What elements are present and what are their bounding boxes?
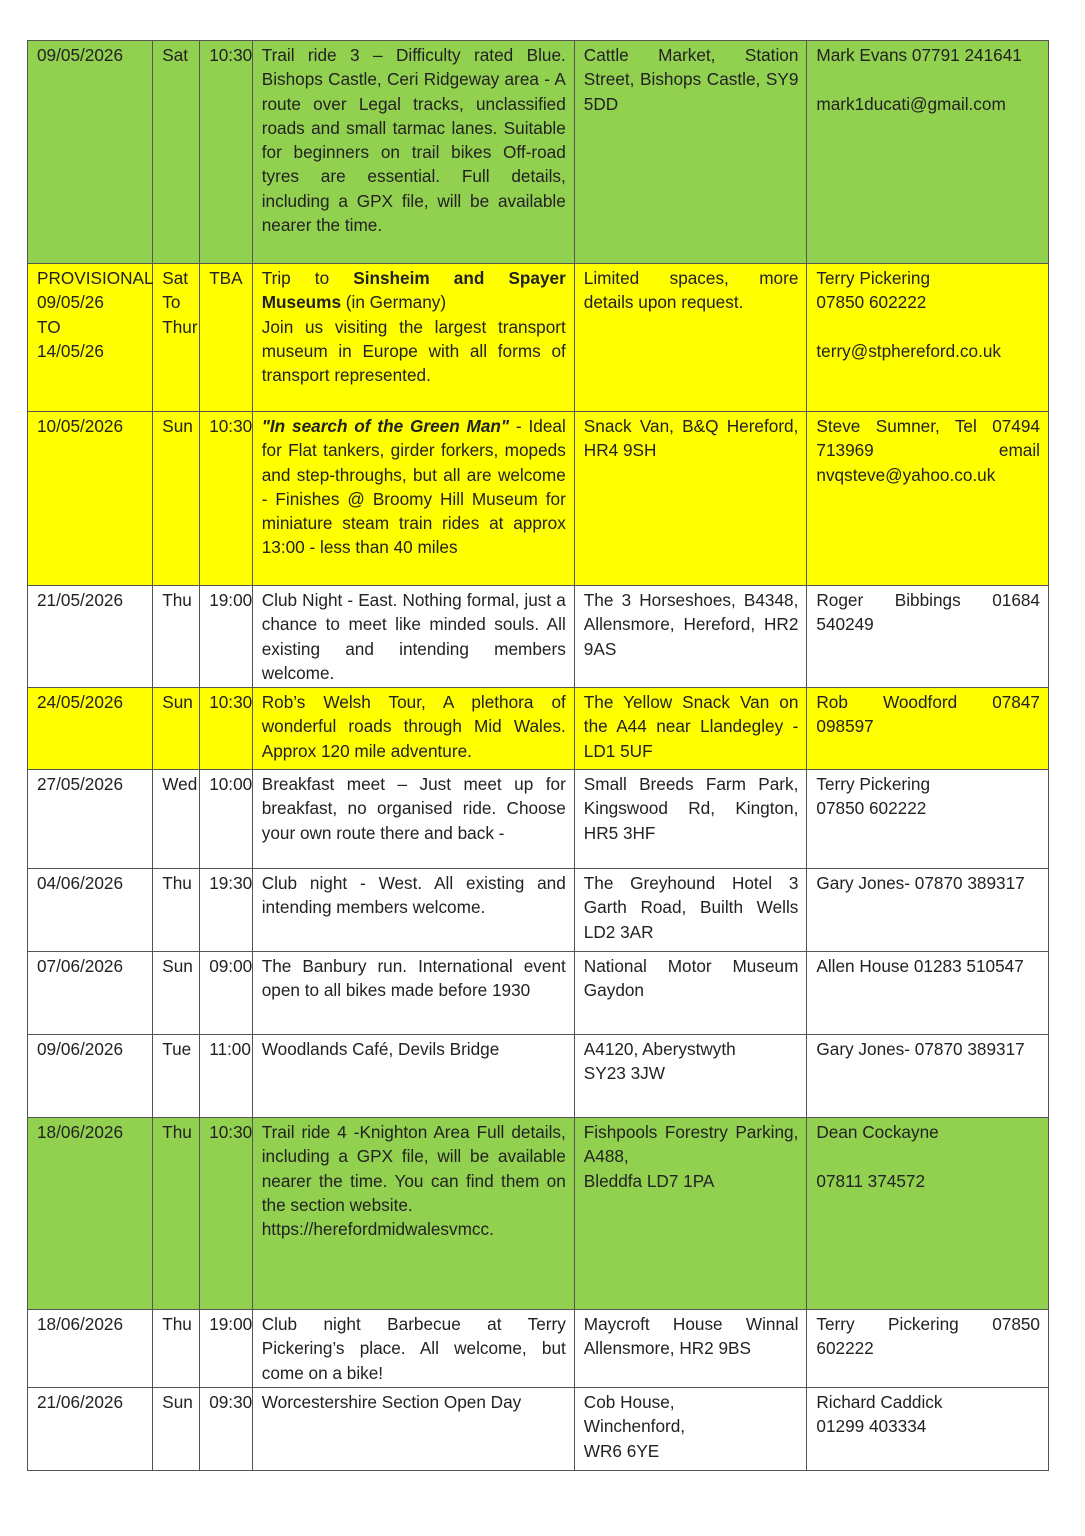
- table-row: [28, 1035, 1049, 1118]
- event-date: 24/05/2026: [28, 688, 153, 770]
- description-text: Trip to: [261, 268, 354, 288]
- event-location: National Motor Museum Gaydon: [574, 952, 807, 1035]
- event-time: 10:00: [200, 770, 253, 869]
- event-time: 10:30: [200, 412, 253, 586]
- event-time: 19:00: [200, 586, 253, 688]
- event-day: Wed: [153, 770, 200, 869]
- event-description: Trail ride 4 -Knighton Area Full details, including a GPX file, will be available nearer the time. You can find them on the section website. https://herefordmidwalesvmcc.: [252, 1118, 574, 1310]
- table-row: [28, 586, 1049, 688]
- event-date: 18/06/2026: [28, 1310, 153, 1388]
- event-contact: Gary Jones- 07870 389317: [807, 1035, 1049, 1118]
- description-text: - Ideal for Flat tankers, girder forkers, mopeds and step-throughs, but all are welcome - Finishes @ Broomy Hill Museum for miniature steam train rides at approx 13:00 - less than 40 miles: [261, 416, 566, 558]
- event-time: TBA: [200, 264, 253, 412]
- table-row: [28, 1118, 1049, 1310]
- event-date: 07/06/2026: [28, 952, 153, 1035]
- event-location: Limited spaces, more details upon request.: [574, 264, 807, 412]
- event-day: Sun: [153, 412, 200, 586]
- table-row: [28, 770, 1049, 869]
- event-location: Maycroft House Winnal Allensmore, HR2 9BS: [574, 1310, 807, 1388]
- event-description: Trail ride 3 – Difficulty rated Blue. Bishops Castle, Ceri Ridgeway area - A route over Legal tracks, unclassified roads and small tarmac lanes. Suitable for beginners on trail bikes Off-road tyres are essential. Full details, including a GPX file, will be available nearer the time.: [252, 41, 574, 264]
- event-description: [252, 264, 574, 412]
- event-date: 27/05/2026: [28, 770, 153, 869]
- table-row: [28, 952, 1049, 1035]
- event-time: 09:30: [200, 1388, 253, 1471]
- event-description: Breakfast meet – Just meet up for breakfast, no organised ride. Choose your own route there and back -: [252, 770, 574, 869]
- event-date: 09/06/2026: [28, 1035, 153, 1118]
- event-description: Club night - West. All existing and intending members welcome.: [252, 869, 574, 952]
- table-row: [28, 869, 1049, 952]
- event-description: Rob’s Welsh Tour, A plethora of wonderful roads through Mid Wales. Approx 120 mile adventure.: [252, 688, 574, 770]
- event-day: Sun: [153, 1388, 200, 1471]
- event-description: Worcestershire Section Open Day: [252, 1388, 574, 1471]
- event-location: Small Breeds Farm Park, Kingswood Rd, Kington, HR5 3HF: [574, 770, 807, 869]
- event-time: 10:30: [200, 41, 253, 264]
- event-description: Club night Barbecue at Terry Pickering’s place. All welcome, but come on a bike!: [252, 1310, 574, 1388]
- event-location: Fishpools Forestry Parking, A488, Bleddfa LD7 1PA: [574, 1118, 807, 1310]
- event-location: The 3 Horseshoes, B4348, Allensmore, Hereford, HR2 9AS: [574, 586, 807, 688]
- table-row: [28, 264, 1049, 412]
- event-date: 09/05/2026: [28, 41, 153, 264]
- event-contact: Gary Jones- 07870 389317: [807, 869, 1049, 952]
- events-table: [27, 40, 1049, 1471]
- event-contact: Dean Cockayne 07811 374572: [807, 1118, 1049, 1310]
- event-contact: Terry Pickering 07850 602222: [807, 770, 1049, 869]
- table-row: [28, 1388, 1049, 1471]
- event-contact: Rob Woodford 07847 098597: [807, 688, 1049, 770]
- table-row: [28, 41, 1049, 264]
- event-day: Sat To Thur: [153, 264, 200, 412]
- event-description: Woodlands Café, Devils Bridge: [252, 1035, 574, 1118]
- table-row: [28, 1310, 1049, 1388]
- event-day: Thu: [153, 1310, 200, 1388]
- event-time: 19:00: [200, 1310, 253, 1388]
- event-location: The Greyhound Hotel 3 Garth Road, Builth Wells LD2 3AR: [574, 869, 807, 952]
- event-date: 10/05/2026: [28, 412, 153, 586]
- event-contact: Allen House 01283 510547: [807, 952, 1049, 1035]
- event-time: 09:00: [200, 952, 253, 1035]
- event-date: 18/06/2026: [28, 1118, 153, 1310]
- event-location: Cattle Market, Station Street, Bishops Castle, SY9 5DD: [574, 41, 807, 264]
- museum-names: Sinsheim and Spayer Museums: [261, 268, 566, 313]
- event-date: 21/05/2026: [28, 586, 153, 688]
- event-date: PROVISIONAL 09/05/26 TO 14/05/26: [28, 264, 153, 412]
- event-location: The Yellow Snack Van on the A44 near Llandegley - LD1 5UF: [574, 688, 807, 770]
- event-contact: Richard Caddick 01299 403334: [807, 1388, 1049, 1471]
- event-location: Snack Van, B&Q Hereford, HR4 9SH: [574, 412, 807, 586]
- ride-title: "In search of the Green Man": [261, 416, 510, 436]
- event-time: 10:30: [200, 1118, 253, 1310]
- description-text: (in Germany) Join us visiting the largest transport museum in Europe with all forms of transport represented.: [261, 292, 566, 386]
- event-time: 10:30: [200, 688, 253, 770]
- event-day: Thu: [153, 586, 200, 688]
- event-day: Thu: [153, 869, 200, 952]
- event-description: Club Night - East. Nothing formal, just a chance to meet like minded souls. All existing and intending members welcome.: [252, 586, 574, 688]
- event-location: A4120, Aberystwyth SY23 3JW: [574, 1035, 807, 1118]
- event-date: 21/06/2026: [28, 1388, 153, 1471]
- table-row: [28, 412, 1049, 586]
- event-contact: Terry Pickering 07850 602222 terry@stphereford.co.uk: [807, 264, 1049, 412]
- event-contact: Roger Bibbings 01684 540249: [807, 586, 1049, 688]
- event-time: 11:00: [200, 1035, 253, 1118]
- event-date: 04/06/2026: [28, 869, 153, 952]
- event-day: Tue: [153, 1035, 200, 1118]
- table-row: [28, 688, 1049, 770]
- event-description: [252, 412, 574, 586]
- event-contact: Steve Sumner, Tel 07494 713969 email nvqsteve@yahoo.co.uk: [807, 412, 1049, 586]
- event-day: Thu: [153, 1118, 200, 1310]
- event-location: Cob House, Winchenford, WR6 6YE: [574, 1388, 807, 1471]
- event-contact: Mark Evans 07791 241641 mark1ducati@gmail.com: [807, 41, 1049, 264]
- event-day: Sun: [153, 952, 200, 1035]
- event-contact: Terry Pickering 07850 602222: [807, 1310, 1049, 1388]
- event-time: 19:30: [200, 869, 253, 952]
- event-day: Sun: [153, 688, 200, 770]
- event-description: The Banbury run. International event open to all bikes made before 1930: [252, 952, 574, 1035]
- event-day: Sat: [153, 41, 200, 264]
